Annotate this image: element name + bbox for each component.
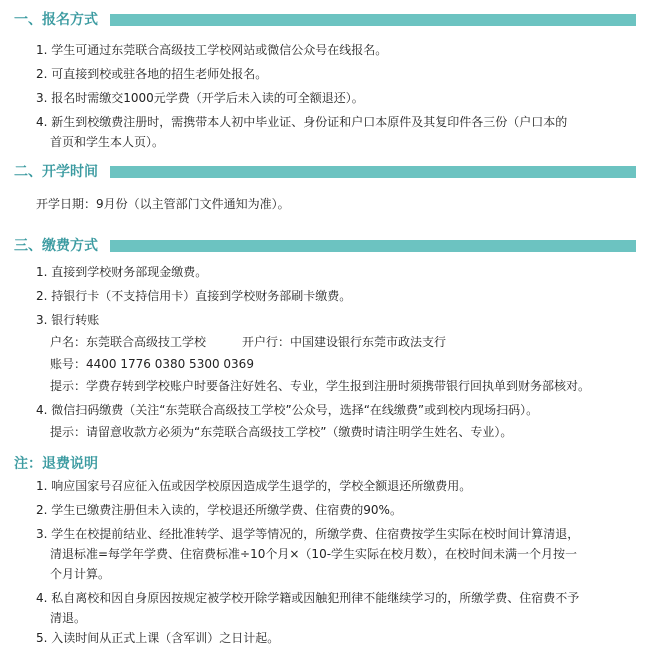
list-item: 3. 报名时需缴交1000元学费（开学后未入读的可全额退还）。	[36, 91, 364, 105]
wechat-note: 提示：请留意收款方必须为“东莞联合高级技工学校”（缴费时请注明学生姓名、专业）。	[50, 425, 513, 439]
list-item: 5. 入读时间从正式上课（含军训）之日计起。	[36, 631, 280, 645]
section-title: 注：退费说明	[14, 456, 98, 472]
list-item: 1. 响应国家号召应征入伍或因学校原因造成学生退学的，学校全额退还所缴费用。	[36, 479, 472, 493]
list-item: 3. 银行转账	[36, 313, 100, 327]
section-divider-bar	[110, 14, 636, 26]
section-title: 三、缴费方式	[14, 238, 98, 254]
list-item: 1. 直接到学校财务部现金缴费。	[36, 265, 208, 279]
section-divider-bar	[110, 166, 636, 178]
section-registration-header	[14, 10, 636, 30]
start-date-text: 开学日期：9月份（以主管部门文件通知为准）。	[36, 197, 290, 211]
list-item-continuation: 清退标准=每学年学费、住宿费标准÷10个月×（10-学生实际在校月数），在校时间未满一个月按一	[50, 547, 578, 561]
account-number: 账号：4400 1776 0380 5300 0369	[50, 357, 254, 371]
section-title: 二、开学时间	[14, 164, 98, 180]
bank-name: 开户行：中国建设银行东莞市政法支行	[242, 335, 447, 349]
list-item-continuation: 个月计算。	[50, 567, 111, 581]
list-item: 2. 持银行卡（不支持信用卡）直接到学校财务部刷卡缴费。	[36, 289, 352, 303]
list-item-continuation: 清退。	[50, 611, 87, 625]
section-start-date-header	[14, 162, 636, 182]
list-item-continuation: 首页和学生本人页）。	[50, 135, 165, 149]
section-title: 一、报名方式	[14, 12, 98, 28]
list-item: 1. 学生可通过东莞联合高级技工学校网站或微信公众号在线报名。	[36, 43, 388, 57]
list-item: 4. 微信扫码缴费（关注“东莞联合高级技工学校”公众号，选择“在线缴费”或到校内现场扫码）。	[36, 403, 539, 417]
list-item: 4. 私自离校和因自身原因按规定被学校开除学籍或因触犯刑律不能继续学习的，所缴学费、住宿费不予	[36, 591, 580, 605]
account-name: 户名：东莞联合高级技工学校	[50, 335, 207, 349]
transfer-note: 提示：学费存转到学校账户时要备注好姓名、专业，学生报到注册时须携带银行回执单到财务部核对。	[50, 379, 591, 393]
list-item: 3. 学生在校提前结业、经批准转学、退学等情况的，所缴学费、住宿费按学生实际在校时间计算清退，	[36, 527, 580, 541]
section-refund-header	[14, 454, 636, 474]
list-item: 4. 新生到校缴费注册时，需携带本人初中毕业证、身份证和户口本原件及其复印件各三份（户口本的	[36, 115, 568, 129]
section-divider-bar	[110, 240, 636, 252]
list-item: 2. 可直接到校或驻各地的招生老师处报名。	[36, 67, 268, 81]
section-payment-header	[14, 236, 636, 256]
list-item: 2. 学生已缴费注册但未入读的，学校退还所缴学费、住宿费的90%。	[36, 503, 402, 517]
